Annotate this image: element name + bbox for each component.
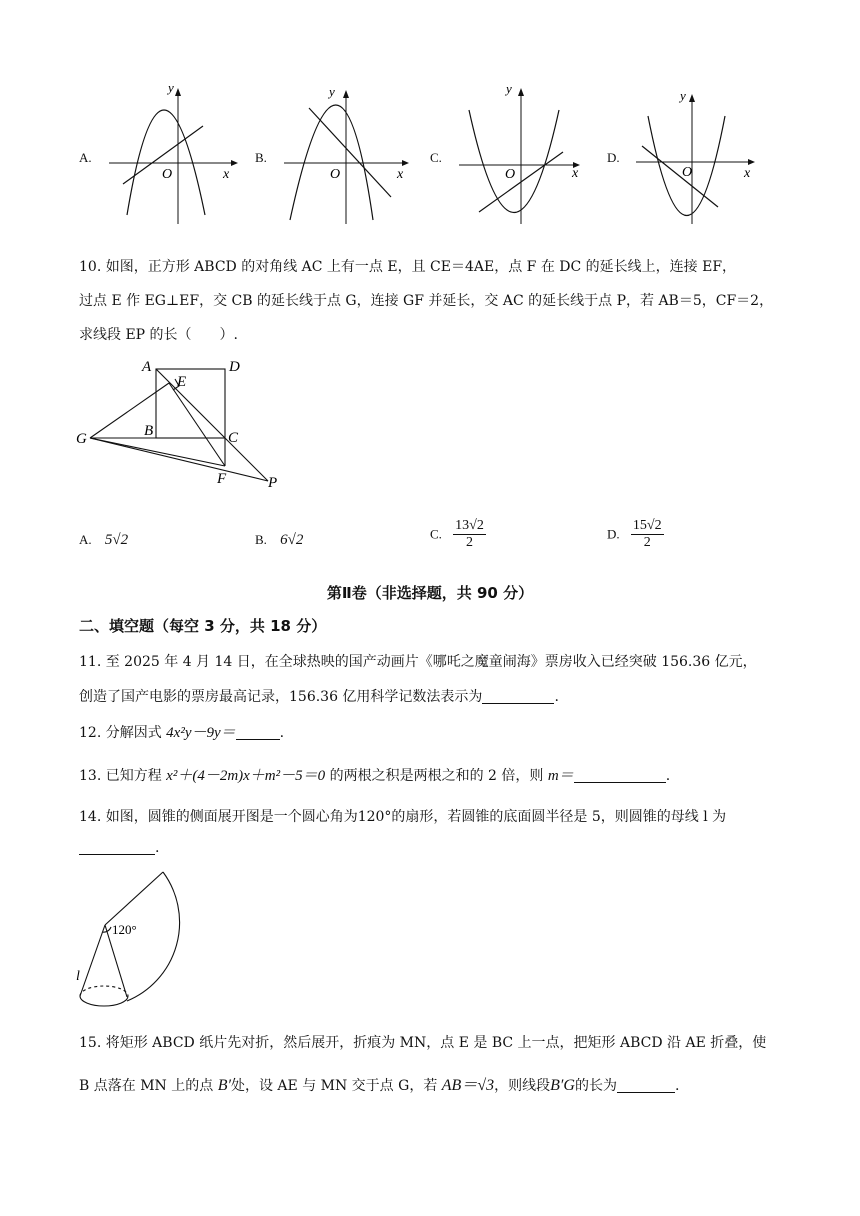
q15-text-g: 的长为 bbox=[574, 1078, 617, 1094]
q15-answer-blank[interactable] bbox=[617, 1078, 675, 1093]
q15-ab-value: AB＝√3 bbox=[441, 1077, 495, 1094]
q11-answer-blank[interactable] bbox=[482, 689, 554, 704]
option-value: 6√2 bbox=[280, 532, 304, 548]
y-label: y bbox=[680, 88, 686, 103]
q10-option-b bbox=[255, 532, 303, 549]
q14-figure bbox=[72, 866, 222, 1026]
y-label: y bbox=[506, 81, 512, 96]
q14-line-2 bbox=[79, 840, 159, 856]
segment-gp bbox=[90, 438, 268, 481]
q10-line-2: 过点 E 作 EG⊥EF，交 CB 的延长线于点 G，连接 GF 并延长，交 AC 的延长线于点 P，若 AB＝5，CF＝2， bbox=[79, 293, 774, 309]
label-g: G bbox=[76, 431, 87, 447]
cone-slant-left bbox=[80, 925, 105, 996]
line-graph bbox=[642, 146, 718, 207]
q15-line-2 bbox=[79, 1072, 679, 1095]
option-label: C. bbox=[430, 526, 442, 542]
option-denominator: 2 bbox=[643, 535, 651, 550]
generatrix-label: l bbox=[76, 969, 80, 984]
q9-graph-d bbox=[632, 80, 772, 225]
x-axis-arrow bbox=[231, 160, 238, 166]
q11-line-1: 11. 至 2025 年 4 月 14 日，在全球热映的国产动画片《哪吒之魔童闹海》票房收入已经突破 156.36 亿元， bbox=[79, 654, 757, 670]
q9-option-d-label: D. bbox=[607, 150, 620, 165]
q9-option-a-label: A. bbox=[79, 150, 92, 165]
x-label: x bbox=[223, 167, 230, 182]
q14-line-1: 14. 如图，圆锥的侧面展开图是一个圆心角为120°的扇形，若圆锥的底面圆半径是 5，则圆锥的母线 l 为 bbox=[79, 809, 727, 825]
sector-radius-top bbox=[105, 872, 163, 925]
label-b: B bbox=[144, 423, 154, 439]
q15-bg-segment: B′G bbox=[550, 1077, 575, 1094]
label-e: E bbox=[177, 374, 187, 390]
q15-text-e: ，则线段 bbox=[494, 1078, 551, 1094]
q13-m-equals: m＝ bbox=[547, 768, 574, 784]
label-f: F bbox=[217, 471, 227, 487]
label-c: C bbox=[228, 430, 239, 446]
label-a: A bbox=[142, 359, 152, 375]
y-axis-arrow bbox=[175, 88, 181, 96]
cone-base-front bbox=[80, 996, 128, 1006]
q12-text: 12. 分解因式 bbox=[79, 725, 162, 741]
parabola bbox=[469, 110, 559, 213]
period: . bbox=[665, 768, 671, 784]
label-d: D bbox=[229, 359, 240, 375]
q15-b-prime: B′ bbox=[217, 1077, 231, 1094]
period: . bbox=[554, 689, 559, 705]
x-axis-arrow bbox=[748, 159, 755, 165]
q15-text-a: B 点落在 MN 上的点 bbox=[79, 1078, 214, 1094]
q15-text-c: 处，设 AE 与 MN 交于点 G，若 bbox=[230, 1078, 438, 1094]
q9-graph-b bbox=[280, 80, 415, 225]
segment-ge bbox=[90, 383, 169, 438]
period: . bbox=[155, 840, 160, 856]
option-denominator: 2 bbox=[466, 535, 474, 550]
origin-label: O bbox=[162, 167, 173, 182]
q13-line bbox=[79, 764, 670, 785]
origin-label: O bbox=[330, 167, 341, 182]
option-numerator: 13√2 bbox=[455, 518, 484, 533]
x-label: x bbox=[397, 167, 404, 182]
option-value: 5√2 bbox=[104, 532, 129, 548]
q10-figure bbox=[72, 355, 292, 495]
q12-expression: 4x²y－9y＝ bbox=[166, 725, 236, 741]
q9-option-c-label: C. bbox=[430, 150, 442, 165]
q12-line bbox=[79, 721, 284, 742]
q11-line-2 bbox=[79, 686, 559, 706]
q10-line-3: 求线段 EP 的长（ ）. bbox=[79, 327, 238, 343]
label-p: P bbox=[268, 475, 278, 491]
q13-text: 13. 已知方程 bbox=[79, 768, 162, 784]
q10-option-d bbox=[607, 518, 664, 551]
q15-line-1: 15. 将矩形 ABCD 纸片先对折，然后展开，折痕为 MN，点 E 是 BC 上一点，把矩形 ABCD 沿 AE 折叠，使 bbox=[79, 1035, 767, 1051]
cone-base-back bbox=[80, 986, 128, 996]
option-label: D. bbox=[607, 526, 620, 542]
q10-option-c bbox=[430, 518, 486, 551]
q9-option-b-label: B. bbox=[255, 150, 267, 165]
q9-graph-c bbox=[455, 80, 595, 225]
diagonal-ac bbox=[156, 369, 225, 438]
origin-label: O bbox=[505, 167, 516, 182]
y-axis-arrow bbox=[518, 88, 524, 96]
q13-text-mid: 的两根之积是两根之和的 2 倍，则 bbox=[329, 768, 544, 784]
segment-gf bbox=[90, 438, 225, 466]
option-label: B. bbox=[255, 532, 267, 547]
y-label: y bbox=[329, 84, 335, 99]
period: . bbox=[279, 725, 285, 741]
q11-text: 创造了国产电影的票房最高记录，156.36 亿用科学记数法表示为 bbox=[79, 689, 483, 705]
line-graph bbox=[309, 108, 391, 197]
q9-graph-a bbox=[105, 80, 245, 225]
x-label: x bbox=[744, 166, 751, 181]
section2-title: 二、填空题（每空 3 分，共 18 分） bbox=[79, 617, 327, 635]
period: . bbox=[674, 1078, 680, 1094]
y-axis-arrow bbox=[689, 94, 695, 102]
q13-equation: x²＋(4－2m)x＋m²－5＝0 bbox=[166, 768, 326, 784]
segment-ef bbox=[169, 383, 225, 466]
origin-label: O bbox=[682, 165, 693, 180]
angle-label: 120° bbox=[112, 922, 137, 937]
q12-answer-blank[interactable] bbox=[236, 725, 280, 740]
part2-title: 第Ⅱ卷（非选择题，共 90 分） bbox=[326, 584, 534, 602]
q10-option-a bbox=[79, 532, 128, 549]
y-axis-arrow bbox=[343, 90, 349, 98]
x-axis-arrow bbox=[402, 160, 409, 166]
q10-line-1: 10. 如图，正方形 ABCD 的对角线 AC 上有一点 E，且 CE＝4AE，点 F 在 DC 的延长线上，连接 EF， bbox=[79, 259, 737, 275]
y-label: y bbox=[168, 80, 174, 95]
option-numerator: 15√2 bbox=[632, 518, 662, 533]
q14-answer-blank[interactable] bbox=[79, 840, 155, 855]
option-label: A. bbox=[79, 532, 92, 547]
x-label: x bbox=[572, 166, 579, 181]
q13-answer-blank[interactable] bbox=[574, 768, 666, 783]
